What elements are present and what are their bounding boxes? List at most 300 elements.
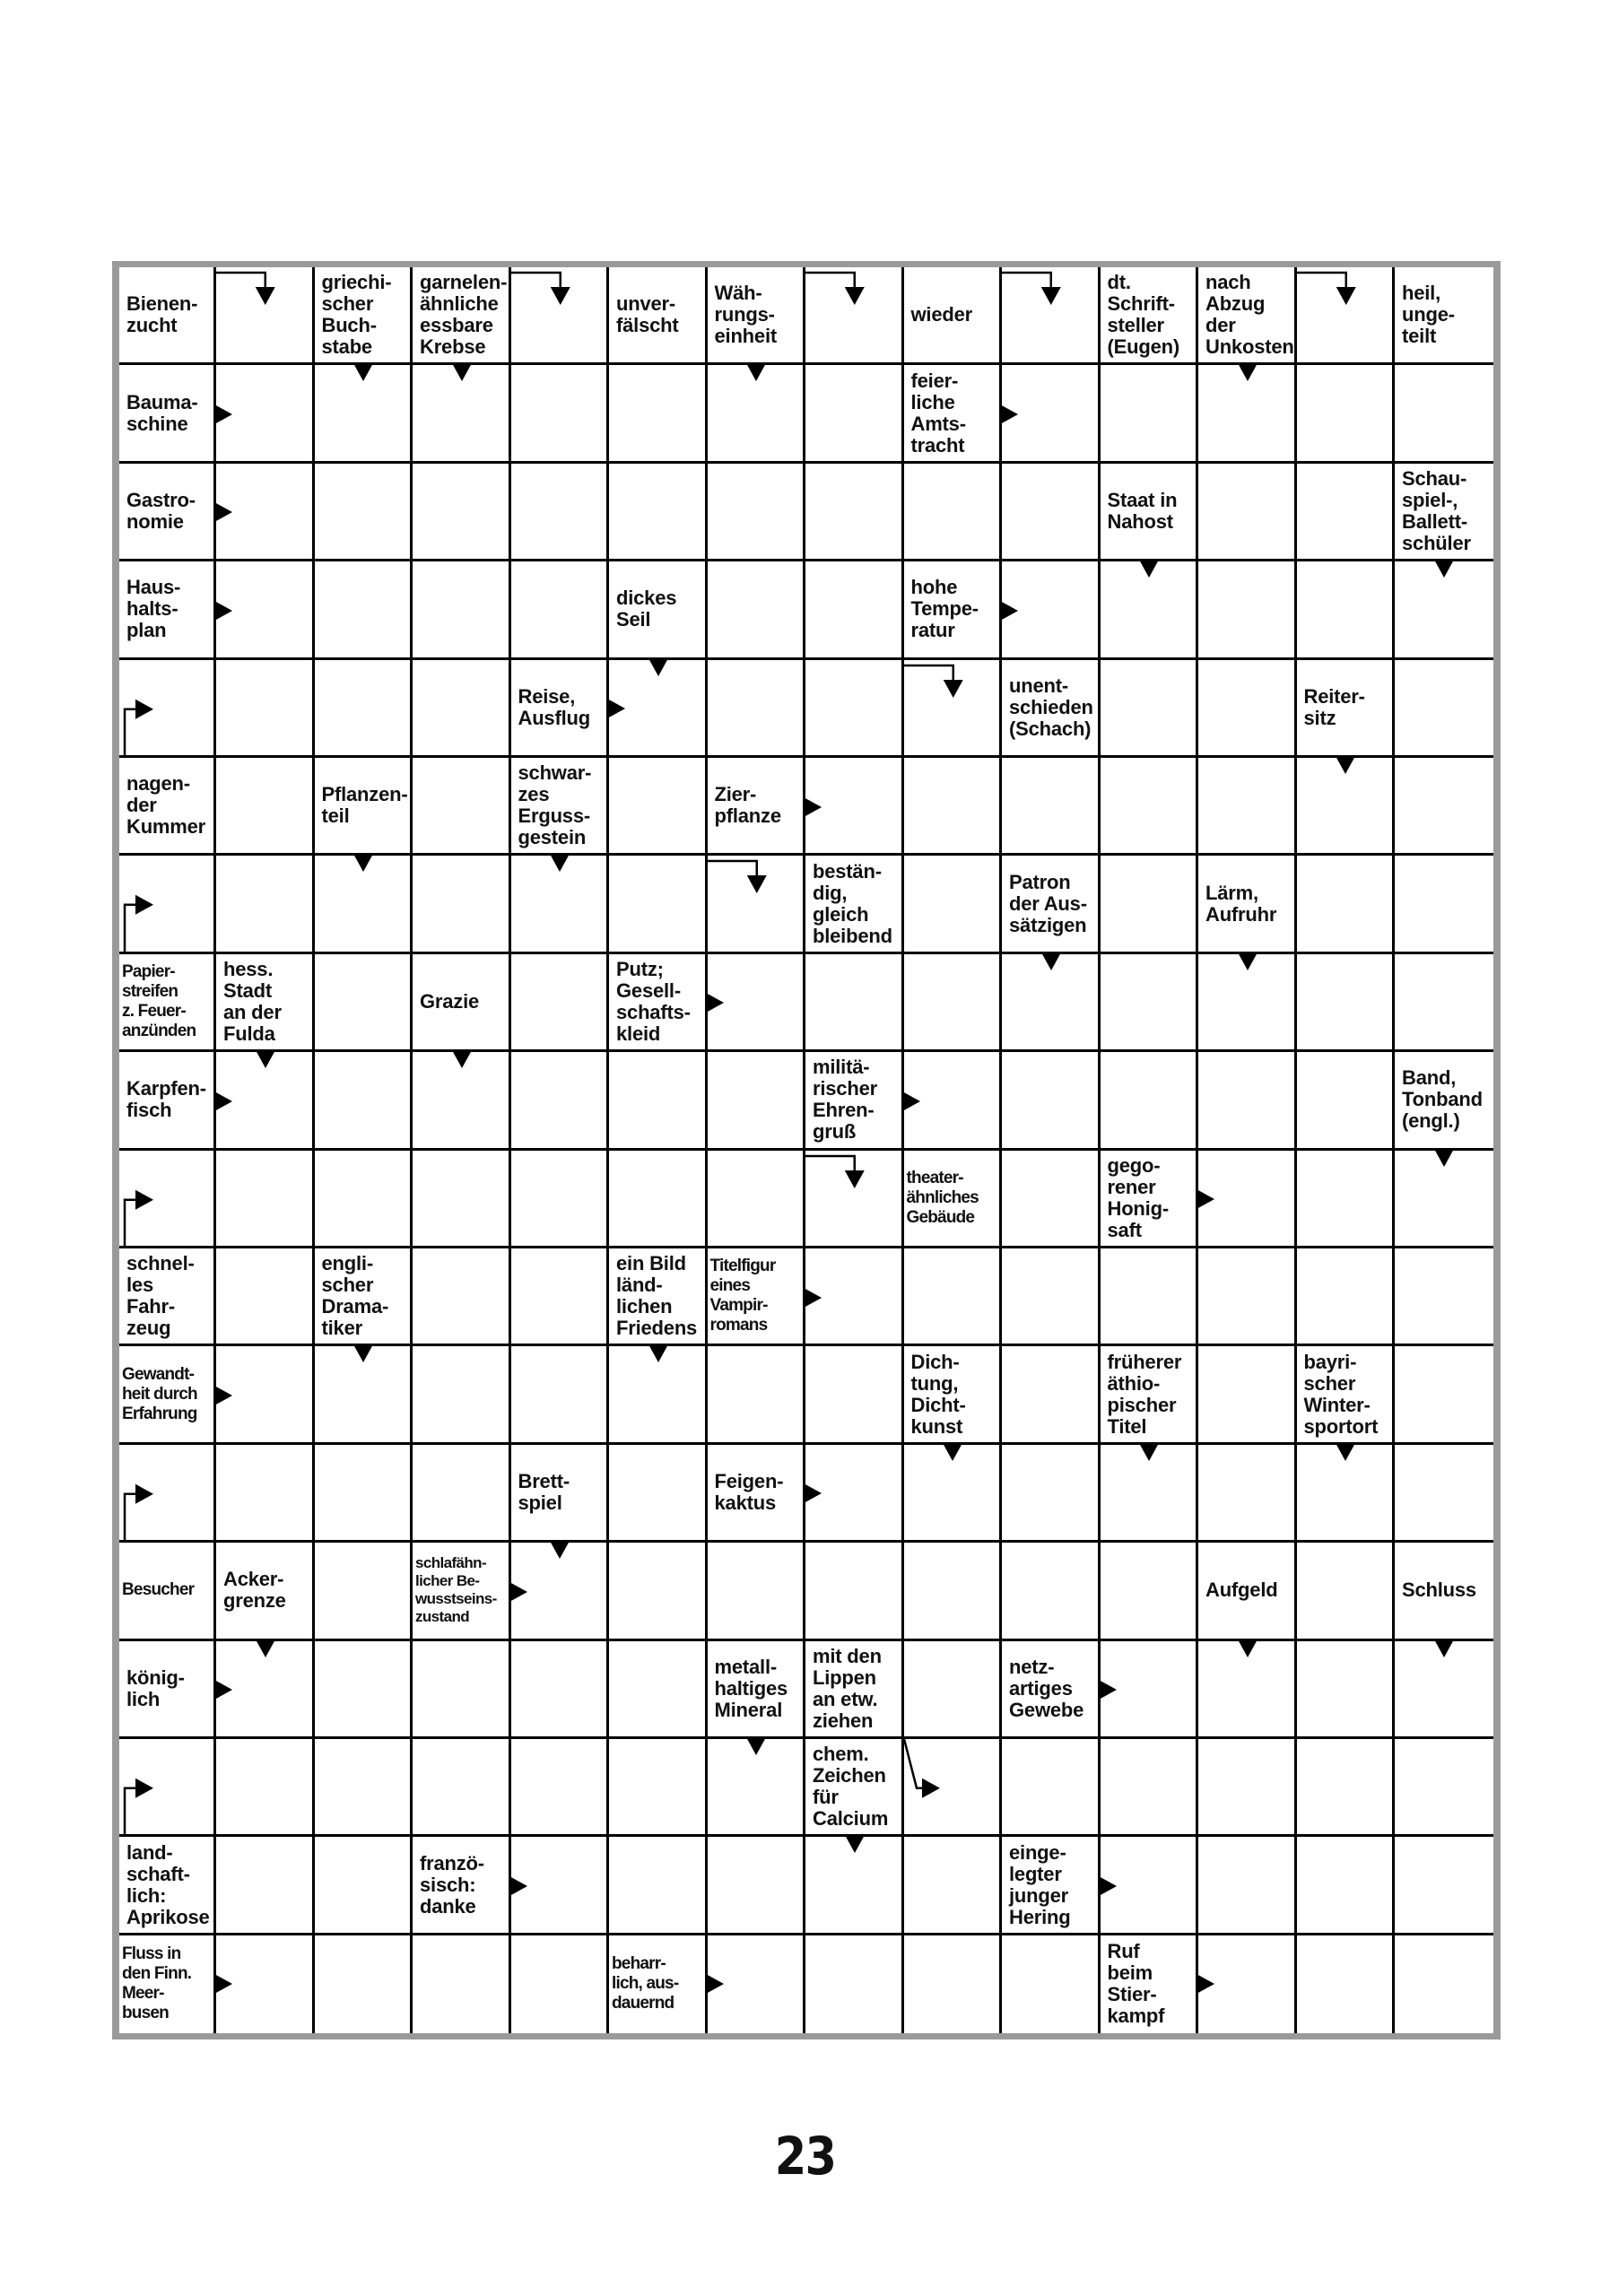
answer-cell[interactable] — [413, 561, 511, 659]
answer-cell[interactable] — [1002, 1543, 1101, 1640]
clue-cell — [1002, 1641, 1101, 1739]
clue-text: Gastro- nomie — [126, 488, 196, 533]
bent-arrow-icon — [708, 856, 806, 953]
answer-cell[interactable] — [1395, 365, 1493, 463]
arrow-down-icon — [353, 363, 373, 381]
clue-cell — [1101, 1935, 1199, 2033]
clue-text: mit den Lippen an etw. ziehen — [813, 1644, 882, 1732]
answer-cell[interactable] — [1395, 1445, 1493, 1543]
answer-cell[interactable] — [511, 561, 610, 659]
clue-cell — [1198, 267, 1297, 365]
answer-cell[interactable] — [609, 1739, 708, 1837]
clue-cell — [315, 1248, 413, 1346]
answer-cell[interactable] — [1002, 1346, 1101, 1444]
clue-text: wieder — [910, 303, 972, 326]
clue-text: nach Abzug der Unkosten — [1205, 271, 1294, 359]
arrow-right-icon — [706, 993, 724, 1013]
answer-cell[interactable] — [1297, 1739, 1396, 1837]
arrow-down-icon — [256, 1050, 275, 1068]
clue-text: Brett- spiel — [518, 1469, 570, 1514]
clue-text: chem. Zeichen für Calcium — [813, 1743, 889, 1831]
answer-cell[interactable] — [511, 1248, 610, 1346]
arrow-down-icon — [648, 1344, 668, 1362]
clue-text: unver- fälscht — [616, 292, 679, 337]
answer-cell[interactable] — [1297, 464, 1396, 561]
answer-cell[interactable] — [413, 1935, 511, 2033]
arrow-right-icon — [1197, 1189, 1214, 1209]
answer-cell[interactable] — [1101, 954, 1199, 1052]
clue-text: schnel- les Fahr- zeug — [126, 1252, 195, 1340]
clue-cell — [413, 954, 511, 1052]
answer-cell[interactable] — [904, 856, 1003, 953]
answer-cell[interactable] — [1297, 561, 1396, 659]
answer-cell[interactable] — [216, 1248, 315, 1346]
bent-arrow-icon — [1002, 267, 1101, 365]
clue-text: beharr- lich, aus- dauernd — [612, 1954, 679, 2013]
answer-cell[interactable] — [609, 1445, 708, 1543]
clue-text: garnelen- ähnliche essbare Krebse — [420, 271, 508, 359]
answer-cell[interactable] — [1297, 1151, 1396, 1248]
clue-text: Fluss in den Finn. Meer- busen — [122, 1944, 192, 2023]
answer-cell[interactable] — [609, 1641, 708, 1739]
clue-cell — [805, 856, 904, 953]
arrow-right-icon — [214, 1091, 232, 1111]
answer-cell[interactable] — [216, 856, 315, 953]
clue-text: Dich- tung, Dicht- kunst — [910, 1350, 966, 1438]
answer-cell[interactable] — [1297, 365, 1396, 463]
clue-cell — [119, 1935, 216, 2033]
arrow-down-icon — [1139, 1443, 1159, 1461]
answer-cell[interactable] — [1002, 1052, 1101, 1150]
arrow-right-icon — [706, 1974, 724, 1994]
answer-cell[interactable] — [413, 758, 511, 856]
arrow-right-icon — [1000, 601, 1018, 621]
clue-cell — [708, 267, 806, 365]
clue-text: metall- haltiges Mineral — [714, 1655, 788, 1721]
clue-cell — [805, 1739, 904, 1837]
answer-cell[interactable] — [805, 660, 904, 758]
answer-cell[interactable] — [315, 1151, 413, 1248]
clue-text: Patron der Aus- sätzigen — [1009, 870, 1087, 936]
answer-cell[interactable] — [1395, 1248, 1493, 1346]
answer-cell[interactable] — [511, 1052, 610, 1150]
arrow-down-icon — [1238, 1639, 1258, 1657]
answer-cell[interactable] — [1002, 1445, 1101, 1543]
answer-cell[interactable] — [1198, 1346, 1297, 1444]
page-number: 23 — [774, 2126, 836, 2187]
clue-cell — [708, 1445, 806, 1543]
clue-cell — [119, 267, 216, 365]
answer-cell[interactable] — [1395, 954, 1493, 1052]
answer-cell[interactable] — [805, 1935, 904, 2033]
answer-cell[interactable] — [413, 660, 511, 758]
clue-text: Gewandt- heit durch Erfahrung — [122, 1364, 197, 1423]
clue-text: schlafähn- licher Be- wusstseins- zustand — [415, 1554, 497, 1626]
answer-cell[interactable] — [1297, 1837, 1396, 1935]
clue-cell — [413, 267, 511, 365]
arrow-right-icon — [1000, 404, 1018, 424]
clue-text: Zier- pflanze — [714, 783, 781, 828]
answer-cell[interactable] — [609, 758, 708, 856]
clue-cell — [708, 758, 806, 856]
arrow-down-icon — [550, 1541, 570, 1559]
answer-cell[interactable] — [805, 561, 904, 659]
answer-cell[interactable] — [805, 464, 904, 561]
arrow-down-icon — [943, 1443, 962, 1461]
clue-text: Feigen- kaktus — [714, 1469, 784, 1514]
clue-text: Schau- spiel-, Ballett- schüler — [1402, 466, 1471, 554]
clue-cell — [216, 1543, 315, 1640]
answer-cell[interactable] — [315, 464, 413, 561]
arrow-down-icon — [845, 1835, 865, 1853]
clue-cell — [904, 1151, 1003, 1248]
arrow-right-icon — [607, 699, 625, 718]
answer-cell[interactable] — [1101, 660, 1199, 758]
arrow-right-icon — [804, 1483, 822, 1503]
clue-text: gego- rener Honig- saft — [1107, 1153, 1169, 1241]
arrow-right-icon — [804, 797, 822, 817]
arrow-right-icon — [214, 1386, 232, 1405]
arrow-down-icon — [1336, 756, 1355, 774]
answer-cell[interactable] — [708, 660, 806, 758]
bent-arrow-icon — [904, 660, 1003, 758]
clue-cell — [708, 1641, 806, 1739]
answer-cell[interactable] — [1002, 1248, 1101, 1346]
arrow-right-icon — [509, 1876, 527, 1896]
clue-cell — [609, 1935, 708, 2033]
bent-arrow-icon — [511, 267, 610, 365]
arrow-down-icon — [353, 854, 373, 872]
answer-cell[interactable] — [216, 1445, 315, 1543]
clue-cell — [1297, 660, 1396, 758]
clue-cell — [904, 365, 1003, 463]
arrow-right-icon — [804, 1288, 822, 1308]
clue-text: theater- ähnliches Gebäude — [906, 1168, 979, 1227]
answer-cell[interactable] — [413, 1346, 511, 1444]
answer-cell[interactable] — [315, 954, 413, 1052]
arrow-down-icon — [746, 363, 766, 381]
clue-text: Grazie — [420, 989, 480, 1013]
arrow-down-icon — [353, 1344, 373, 1362]
answer-cell[interactable] — [315, 1837, 413, 1935]
answer-cell[interactable] — [413, 1739, 511, 1837]
answer-cell[interactable] — [1101, 1543, 1199, 1640]
answer-cell[interactable] — [1198, 1445, 1297, 1543]
clue-text: unent- schieden (Schach) — [1009, 674, 1093, 740]
clue-cell — [805, 1641, 904, 1739]
clue-text: Titelfigur eines Vampir- romans — [709, 1257, 776, 1335]
answer-cell[interactable] — [511, 1151, 610, 1248]
answer-cell[interactable] — [904, 954, 1003, 1052]
answer-cell[interactable] — [315, 1935, 413, 2033]
answer-cell[interactable] — [511, 1739, 610, 1837]
arrow-right-icon — [1197, 1974, 1214, 1994]
answer-cell[interactable] — [1297, 1543, 1396, 1640]
clue-cell — [1002, 660, 1101, 758]
clue-text: dt. Schrift- steller (Eugen) — [1107, 271, 1179, 359]
clue-cell — [904, 267, 1003, 365]
clue-cell — [1101, 267, 1199, 365]
clue-cell — [511, 660, 610, 758]
answer-cell[interactable] — [511, 1641, 610, 1739]
clue-cell — [119, 1543, 216, 1640]
clue-cell — [119, 464, 216, 561]
answer-cell[interactable] — [1198, 464, 1297, 561]
arrow-right-icon — [214, 601, 232, 621]
answer-cell[interactable] — [1395, 1346, 1493, 1444]
answer-cell[interactable] — [609, 1837, 708, 1935]
answer-cell[interactable] — [609, 856, 708, 953]
answer-cell[interactable] — [1101, 1739, 1199, 1837]
answer-cell[interactable] — [216, 758, 315, 856]
answer-cell[interactable] — [315, 1445, 413, 1543]
arrow-right-icon — [214, 1680, 232, 1700]
answer-cell[interactable] — [1395, 660, 1493, 758]
clue-cell — [119, 365, 216, 463]
clue-text: Pflanzen- teil — [321, 783, 408, 828]
answer-cell[interactable] — [216, 1837, 315, 1935]
answer-cell[interactable] — [511, 464, 610, 561]
clue-cell — [1395, 267, 1493, 365]
crossword-grid — [119, 267, 1493, 2033]
answer-cell[interactable] — [413, 1151, 511, 1248]
answer-cell[interactable] — [511, 365, 610, 463]
clue-cell — [805, 1052, 904, 1150]
bent-arrow-icon — [805, 267, 904, 365]
answer-cell[interactable] — [315, 1052, 413, 1150]
clue-text: nagen- der Kummer — [126, 772, 206, 839]
arrow-right-icon — [214, 502, 232, 522]
answer-cell[interactable] — [1101, 365, 1199, 463]
clue-text: ein Bild länd- lichen Friedens — [616, 1252, 698, 1340]
answer-cell[interactable] — [315, 1543, 413, 1640]
answer-cell[interactable] — [904, 1837, 1003, 1935]
clue-text: Papier- streifen z. Feuer- anzünden — [122, 961, 196, 1040]
clue-text: Band, Tonband (engl.) — [1402, 1066, 1483, 1133]
answer-cell[interactable] — [904, 1641, 1003, 1739]
answer-cell[interactable] — [1198, 561, 1297, 659]
answer-cell[interactable] — [216, 660, 315, 758]
answer-cell[interactable] — [216, 1739, 315, 1837]
bent-arrow-icon — [119, 1151, 216, 1248]
answer-cell[interactable] — [609, 1151, 708, 1248]
arrow-right-icon — [902, 1091, 920, 1111]
bent-arrow-icon — [805, 1151, 904, 1248]
clue-cell — [609, 267, 708, 365]
clue-text: Staat in Nahost — [1107, 488, 1178, 533]
answer-cell[interactable] — [1395, 1837, 1493, 1935]
clue-text: netz- artiges Gewebe — [1009, 1655, 1084, 1721]
bent-arrow-icon — [216, 267, 315, 365]
answer-cell[interactable] — [708, 561, 806, 659]
answer-cell[interactable] — [904, 1543, 1003, 1640]
answer-cell[interactable] — [1395, 1739, 1493, 1837]
clue-text: franzö- sisch: danke — [420, 1851, 484, 1918]
answer-cell[interactable] — [511, 1935, 610, 2033]
clue-text: engli- scher Drama- tiker — [321, 1252, 389, 1340]
answer-cell[interactable] — [805, 954, 904, 1052]
clue-cell — [1395, 464, 1493, 561]
answer-cell[interactable] — [609, 365, 708, 463]
clue-cell — [904, 561, 1003, 659]
clue-text: Reiter- sitz — [1303, 684, 1365, 729]
answer-cell[interactable] — [609, 464, 708, 561]
answer-cell[interactable] — [1002, 758, 1101, 856]
answer-cell[interactable] — [1198, 1739, 1297, 1837]
clue-cell — [609, 1248, 708, 1346]
answer-cell[interactable] — [1198, 1248, 1297, 1346]
answer-cell[interactable] — [708, 1052, 806, 1150]
answer-cell[interactable] — [904, 464, 1003, 561]
answer-cell[interactable] — [805, 1346, 904, 1444]
answer-cell[interactable] — [1395, 856, 1493, 953]
answer-cell[interactable] — [1198, 758, 1297, 856]
answer-cell[interactable] — [1297, 856, 1396, 953]
bent-arrow-icon — [1297, 267, 1396, 365]
answer-cell[interactable] — [511, 954, 610, 1052]
clue-text: schwar- zes Erguss- gestein — [518, 761, 592, 849]
arrow-down-icon — [746, 1737, 766, 1755]
answer-cell[interactable] — [904, 1935, 1003, 2033]
bent-arrow-icon — [119, 1739, 216, 1837]
clue-cell — [119, 758, 216, 856]
answer-cell[interactable] — [708, 1151, 806, 1248]
answer-cell[interactable] — [708, 1543, 806, 1640]
answer-cell[interactable] — [315, 1641, 413, 1739]
arrow-down-icon — [1336, 1443, 1355, 1461]
bent-arrow-icon — [119, 856, 216, 953]
answer-cell[interactable] — [1395, 758, 1493, 856]
answer-cell[interactable] — [1002, 1739, 1101, 1837]
answer-cell[interactable] — [1297, 1248, 1396, 1346]
answer-cell[interactable] — [805, 365, 904, 463]
answer-cell[interactable] — [1198, 1052, 1297, 1150]
answer-cell[interactable] — [315, 561, 413, 659]
clue-cell — [119, 561, 216, 659]
answer-cell[interactable] — [1198, 1837, 1297, 1935]
answer-cell[interactable] — [609, 1052, 708, 1150]
bent-arrow-icon — [119, 1445, 216, 1543]
arrow-right-icon — [509, 1582, 527, 1602]
answer-cell[interactable] — [1101, 1248, 1199, 1346]
clue-text: Bauma- schine — [126, 390, 198, 435]
arrow-down-icon — [1434, 1149, 1454, 1167]
answer-cell[interactable] — [609, 1543, 708, 1640]
arrow-right-icon — [1099, 1680, 1117, 1700]
answer-cell[interactable] — [1297, 954, 1396, 1052]
clue-cell — [511, 758, 610, 856]
clue-cell — [119, 1248, 216, 1346]
clue-cell — [315, 267, 413, 365]
clue-text: früherer äthio- pischer Titel — [1107, 1350, 1182, 1438]
clue-text: Karpfen- fisch — [126, 1077, 206, 1122]
arrow-down-icon — [1238, 952, 1258, 970]
answer-cell[interactable] — [315, 1739, 413, 1837]
clue-cell — [1101, 464, 1199, 561]
clue-cell — [1297, 1346, 1396, 1444]
clue-cell — [1198, 1543, 1297, 1640]
clue-cell — [1198, 856, 1297, 953]
answer-cell[interactable] — [1101, 758, 1199, 856]
answer-cell[interactable] — [413, 1445, 511, 1543]
clue-text: hohe Tempe- ratur — [910, 576, 979, 642]
clue-cell — [609, 561, 708, 659]
arrow-down-icon — [1434, 560, 1454, 578]
answer-cell[interactable] — [708, 1837, 806, 1935]
clue-text: Haus- halts- plan — [126, 576, 181, 642]
clue-cell — [1002, 1837, 1101, 1935]
answer-cell[interactable] — [413, 464, 511, 561]
clue-cell — [904, 1346, 1003, 1444]
arrow-down-icon — [256, 1639, 275, 1657]
answer-cell[interactable] — [1297, 1052, 1396, 1150]
clue-cell — [119, 1837, 216, 1935]
answer-cell[interactable] — [1002, 464, 1101, 561]
clue-text: griechi- scher Buch- stabe — [321, 271, 392, 359]
answer-cell[interactable] — [1198, 660, 1297, 758]
clue-cell — [1395, 1052, 1493, 1150]
clue-cell — [413, 1543, 511, 1640]
answer-cell[interactable] — [413, 856, 511, 953]
answer-cell[interactable] — [413, 1641, 511, 1739]
clue-text: Acker- grenze — [223, 1568, 286, 1613]
clue-cell — [1395, 1543, 1493, 1640]
clue-text: land- schaft- lich: Aprikose — [126, 1840, 210, 1928]
arrow-right-icon — [214, 404, 232, 424]
clue-cell — [1101, 1346, 1199, 1444]
clue-text: könig- lich — [126, 1665, 185, 1710]
clue-cell — [216, 954, 315, 1052]
clue-text: hess. Stadt an der Fulda — [223, 957, 282, 1045]
clue-text: Besucher — [122, 1580, 195, 1600]
clue-cell — [708, 1248, 806, 1346]
answer-cell[interactable] — [1395, 1935, 1493, 2033]
clue-cell — [119, 1346, 216, 1444]
answer-cell[interactable] — [511, 1346, 610, 1444]
clue-text: feier- liche Amts- tracht — [910, 369, 966, 457]
clue-cell — [413, 1837, 511, 1935]
clue-text: militä- rischer Ehren- gruß — [813, 1056, 877, 1144]
answer-cell[interactable] — [315, 660, 413, 758]
clue-text: Schluss — [1402, 1578, 1476, 1602]
answer-cell[interactable] — [1297, 1935, 1396, 2033]
arrow-down-icon — [1434, 1639, 1454, 1657]
clue-text: bestän- dig, gleich bleibend — [813, 859, 892, 947]
answer-cell[interactable] — [904, 758, 1003, 856]
clue-cell — [1002, 856, 1101, 953]
answer-cell[interactable] — [1101, 1052, 1199, 1150]
clue-cell — [609, 954, 708, 1052]
answer-cell[interactable] — [1002, 1935, 1101, 2033]
answer-cell[interactable] — [216, 1151, 315, 1248]
answer-cell[interactable] — [708, 1346, 806, 1444]
answer-cell[interactable] — [1297, 1641, 1396, 1739]
arrow-down-icon — [550, 854, 570, 872]
clue-text: heil, unge- teilt — [1402, 282, 1455, 348]
clue-text: bayri- scher Winter- sportort — [1303, 1350, 1379, 1438]
answer-cell[interactable] — [1002, 1151, 1101, 1248]
answer-cell[interactable] — [708, 464, 806, 561]
clue-text: Ruf beim Stier- kampf — [1107, 1940, 1165, 2028]
answer-cell[interactable] — [413, 1248, 511, 1346]
answer-cell[interactable] — [1101, 856, 1199, 953]
arrow-down-icon — [452, 1050, 472, 1068]
clue-text: Bienen- zucht — [126, 292, 198, 337]
answer-cell[interactable] — [805, 1543, 904, 1640]
clue-text: dickes Seil — [616, 587, 677, 631]
clue-text: Aufgeld — [1205, 1578, 1278, 1602]
answer-cell[interactable] — [904, 1248, 1003, 1346]
